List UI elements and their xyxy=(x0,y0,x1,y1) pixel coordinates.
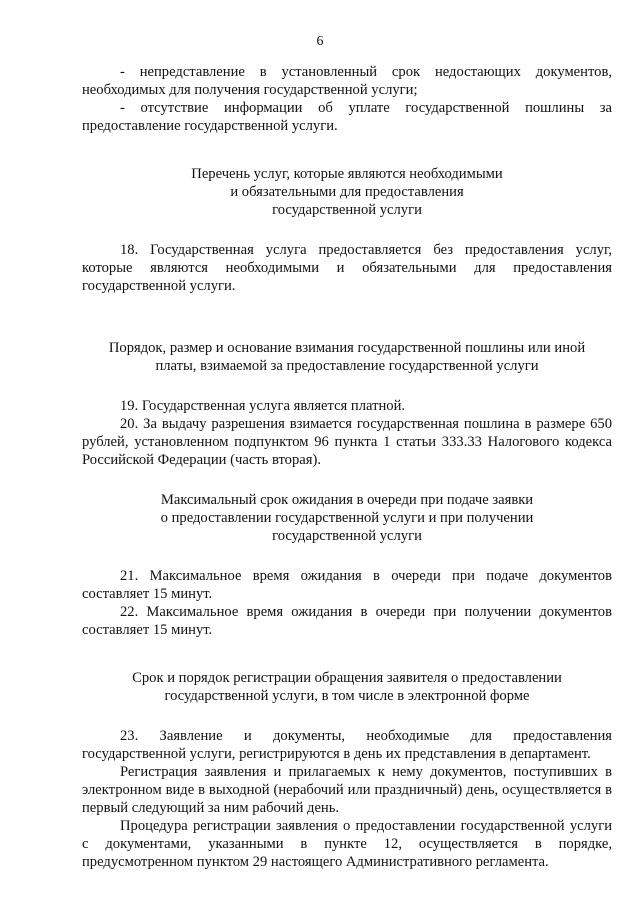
paragraph: Регистрация заявления и прилагаемых к нему документов, поступивших в электронном виде в выходной (нерабочий или праздничный) день, осуществляется в первый следующий за ним рабочий день. xyxy=(82,764,612,816)
paragraph: 20. За выдачу разрешения взимается государственная пошлина в размере 650 рублей, установленном подпунктом 96 пункта 1 статьи 333.33 Налогового кодекса Российской Федерации (часть вторая). xyxy=(82,416,612,468)
paragraph: 19. Государственная услуга является платной. xyxy=(120,398,406,414)
heading-line: государственной услуги xyxy=(272,202,422,218)
heading-line: и обязательными для предоставления xyxy=(230,184,464,200)
page-number: 6 xyxy=(316,34,324,49)
section-heading-state-fee xyxy=(82,339,612,375)
paragraph: 23. Заявление и документы, необходимые для предоставления государственной услуги, регистрируются в день их представления в департамент. xyxy=(82,728,612,762)
heading-line: Срок и порядок регистрации обращения заявителя о предоставлении xyxy=(132,670,562,686)
section-heading-related-services xyxy=(82,165,612,219)
document-body xyxy=(82,63,612,871)
heading-line: государственной услуги xyxy=(272,528,422,544)
heading-line: Максимальный срок ожидания в очереди при подаче заявки xyxy=(160,492,534,508)
heading-line: государственной услуги, в том числе в электронной форме xyxy=(164,688,530,704)
section-heading-registration xyxy=(82,669,612,705)
heading-line: Перечень услуг, которые являются необходимыми xyxy=(191,166,503,182)
list-item: - отсутствие информации об уплате государственной пошлины за предоставление государственной услуги. xyxy=(82,100,612,134)
paragraph: 18. Государственная услуга предоставляется без предоставления услуг, которые являются необходимыми и обязательными для предоставления государственной услуги. xyxy=(82,242,612,294)
paragraph: 22. Максимальное время ожидания в очереди при получении документов составляет 15 минут. xyxy=(82,604,612,638)
list-item: - непредставление в установленный срок недостающих документов, необходимых для получения государственной услуги; xyxy=(82,64,612,98)
heading-line: о предоставлении государственной услуги и при получении xyxy=(160,510,534,526)
section-heading-queue-time xyxy=(82,491,612,545)
heading-line: Порядок, размер и основание взимания государственной пошлины или иной xyxy=(108,340,586,356)
paragraph: 21. Максимальное время ожидания в очереди при подаче документов составляет 15 минут. xyxy=(82,568,612,602)
paragraph: Процедура регистрации заявления о предоставлении государственной услуги с документами, указанными в пункте 12, осуществляется в порядке, предусмотренном пунктом 29 настоящего Административного регламента. xyxy=(82,818,612,870)
heading-line: платы, взимаемой за предоставление государственной услуги xyxy=(155,358,539,374)
